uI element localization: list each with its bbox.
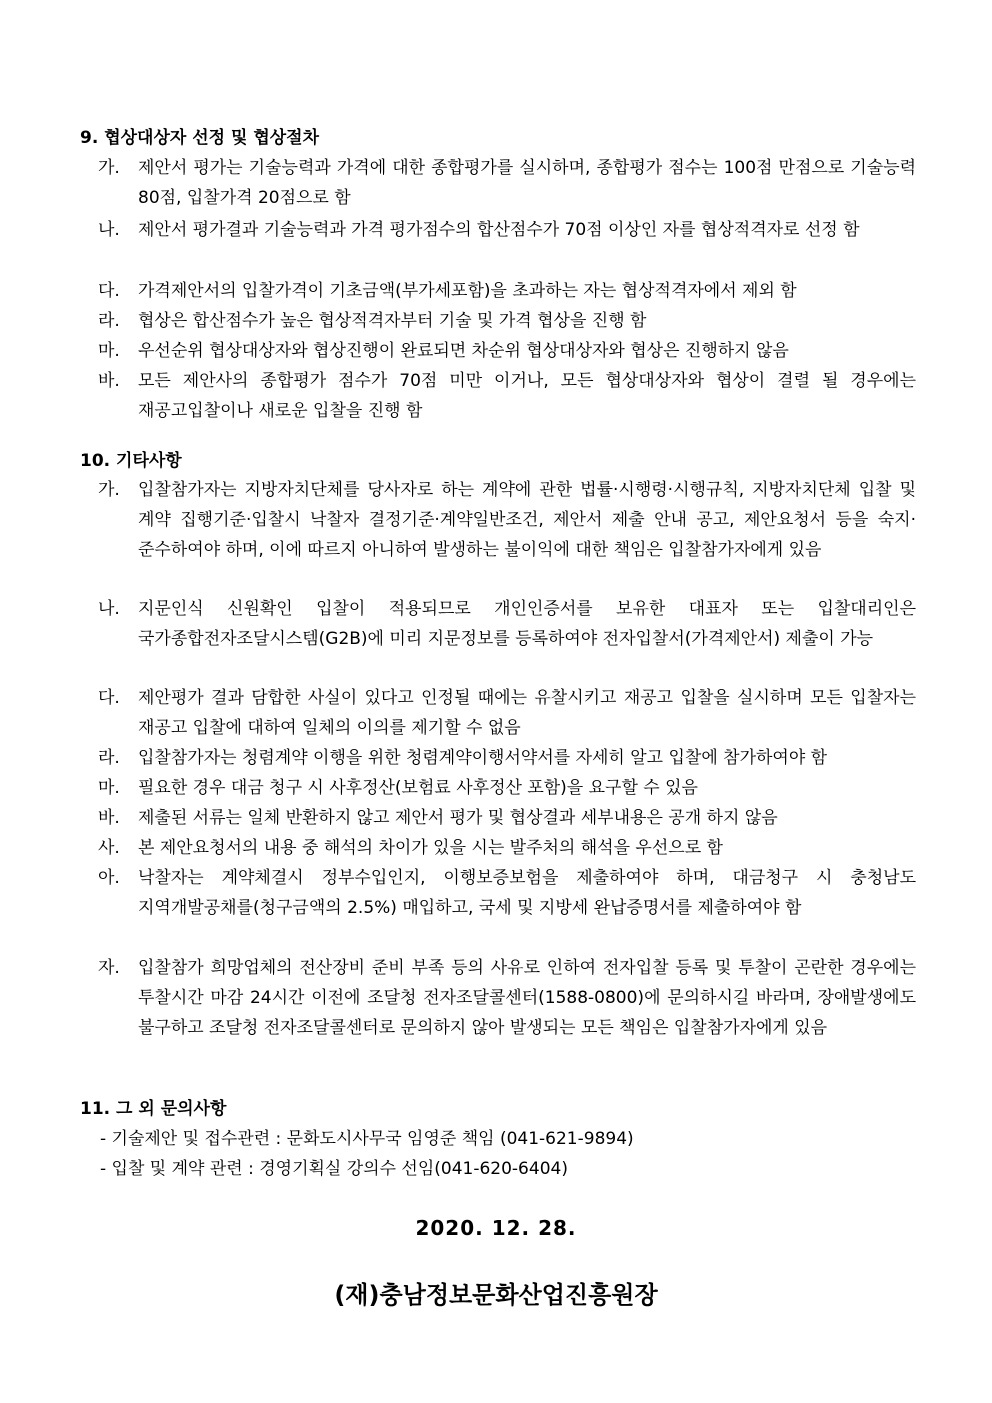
item-marker: 가. bbox=[98, 480, 120, 500]
item-text: 가격제안서의 입찰가격이 기초금액(부가세포함)을 초과하는 자는 협상적격자에서 제외 함 bbox=[138, 281, 797, 301]
list-item bbox=[98, 803, 916, 833]
item-marker: 아. bbox=[98, 868, 120, 888]
item-text: 입찰참가자는 지방자치단체를 당사자로 하는 계약에 관한 법률·시행령·시행규칙, 지방자치단체 입찰 및 계약 집행기준·입찰시 낙찰자 결정기준·계약일반조건, 제안서 제출 안내 공고, 제안요청서 등을 숙지·준수하여야 하며, 이에 따르지 아니하여 발생하는 불이익에 대한 책임은 입찰참가자에게 있음 bbox=[138, 480, 916, 560]
item-marker: 사. bbox=[98, 838, 120, 858]
list-item bbox=[98, 833, 916, 863]
list-item bbox=[98, 153, 916, 213]
item-marker: 나. bbox=[98, 599, 120, 619]
list-item bbox=[98, 336, 916, 366]
list-item bbox=[98, 594, 916, 654]
list-item bbox=[98, 475, 916, 565]
item-marker: 자. bbox=[98, 958, 120, 978]
list-item bbox=[98, 863, 916, 923]
item-text: 제안서 평가결과 기술능력과 가격 평가점수의 합산점수가 70점 이상인 자를 협상적격자로 선정 함 bbox=[138, 220, 860, 240]
list-item bbox=[98, 683, 916, 743]
item-text: 제출된 서류는 일체 반환하지 않고 제안서 평가 및 협상결과 세부내용은 공개 하지 않음 bbox=[138, 808, 778, 828]
item-marker: 다. bbox=[98, 688, 120, 708]
item-text: 협상은 합산점수가 높은 협상적격자부터 기술 및 가격 협상을 진행 함 bbox=[138, 311, 647, 331]
section-title-9: 9. 협상대상자 선정 및 협상절차 bbox=[80, 128, 320, 148]
item-text: 입찰참가 희망업체의 전산장비 준비 부족 등의 사유로 인하여 전자입찰 등록 및 투찰이 곤란한 경우에는 투찰시간 마감 24시간 이전에 조달청 전자조달콜센터(1588-0800)에 문의하시길 바라며, 장애발생에도 불구하고 조달청 전자조달콜센터로 문의하지 않아 발생되는 모든 책임은 입찰참가자에게 있음 bbox=[138, 958, 916, 1038]
item-marker: 나. bbox=[98, 220, 120, 240]
item-marker: 다. bbox=[98, 281, 120, 301]
item-text: 입찰참가자는 청렴계약 이행을 위한 청렴계약이행서약서를 자세히 알고 입찰에 참가하여야 함 bbox=[138, 748, 828, 768]
item-marker: 마. bbox=[98, 778, 120, 798]
item-text: 제안평가 결과 담합한 사실이 있다고 인정될 때에는 유찰시키고 재공고 입찰을 실시하며 모든 입찰자는 재공고 입찰에 대하여 일체의 이의를 제기할 수 없음 bbox=[138, 688, 916, 738]
item-text: 본 제안요청서의 내용 중 해석의 차이가 있을 시는 발주처의 해석을 우선으로 함 bbox=[138, 838, 723, 858]
section-title-10: 10. 기타사항 bbox=[80, 451, 182, 471]
item-marker: 라. bbox=[98, 311, 120, 331]
list-item bbox=[98, 743, 916, 773]
contact-line-bidding: - 입찰 및 계약 관련 : 경영기획실 강의수 선임(041-620-6404) bbox=[100, 1159, 568, 1179]
item-marker: 바. bbox=[98, 808, 120, 828]
item-text: 우선순위 협상대상자와 협상진행이 완료되면 차순위 협상대상자와 협상은 진행하지 않음 bbox=[138, 341, 789, 361]
item-marker: 바. bbox=[98, 371, 120, 391]
item-marker: 마. bbox=[98, 341, 120, 361]
item-marker: 라. bbox=[98, 748, 120, 768]
item-text: 모든 제안사의 종합평가 점수가 70점 미만 이거나, 모든 협상대상자와 협상이 결렬 될 경우에는 재공고입찰이나 새로운 입찰을 진행 함 bbox=[138, 371, 916, 421]
document-date: 2020. 12. 28. bbox=[415, 1216, 577, 1240]
list-item bbox=[98, 773, 916, 803]
list-item bbox=[98, 953, 916, 1043]
item-text: 지문인식 신원확인 입찰이 적용되므로 개인인증서를 보유한 대표자 또는 입찰대리인은 국가종합전자조달시스템(G2B)에 미리 지문정보를 등록하여야 전자입찰서(가격제안서) 제출이 가능 bbox=[138, 599, 916, 649]
contact-line-technical: - 기술제안 및 접수관련 : 문화도시사무국 임영준 책임 (041-621-9894) bbox=[100, 1129, 634, 1149]
section-title-11: 11. 그 외 문의사항 bbox=[80, 1099, 227, 1119]
item-text: 낙찰자는 계약체결시 정부수입인지, 이행보증보험을 제출하여야 하며, 대금청구 시 충청남도 지역개발공채를(청구금액의 2.5%) 매입하고, 국세 및 지방세 완납증명서를 제출하여야 함 bbox=[138, 868, 916, 918]
list-item bbox=[98, 276, 916, 306]
list-item bbox=[98, 215, 916, 245]
item-marker: 가. bbox=[98, 158, 120, 178]
issuer-signature: (재)충남정보문화산업진흥원장 bbox=[334, 1281, 658, 1309]
list-item bbox=[98, 306, 916, 336]
item-text: 필요한 경우 대금 청구 시 사후정산(보험료 사후정산 포함)을 요구할 수 있음 bbox=[138, 778, 698, 798]
list-item bbox=[98, 366, 916, 426]
item-text: 제안서 평가는 기술능력과 가격에 대한 종합평가를 실시하며, 종합평가 점수는 100점 만점으로 기술능력 80점, 입찰가격 20점으로 함 bbox=[138, 158, 916, 208]
